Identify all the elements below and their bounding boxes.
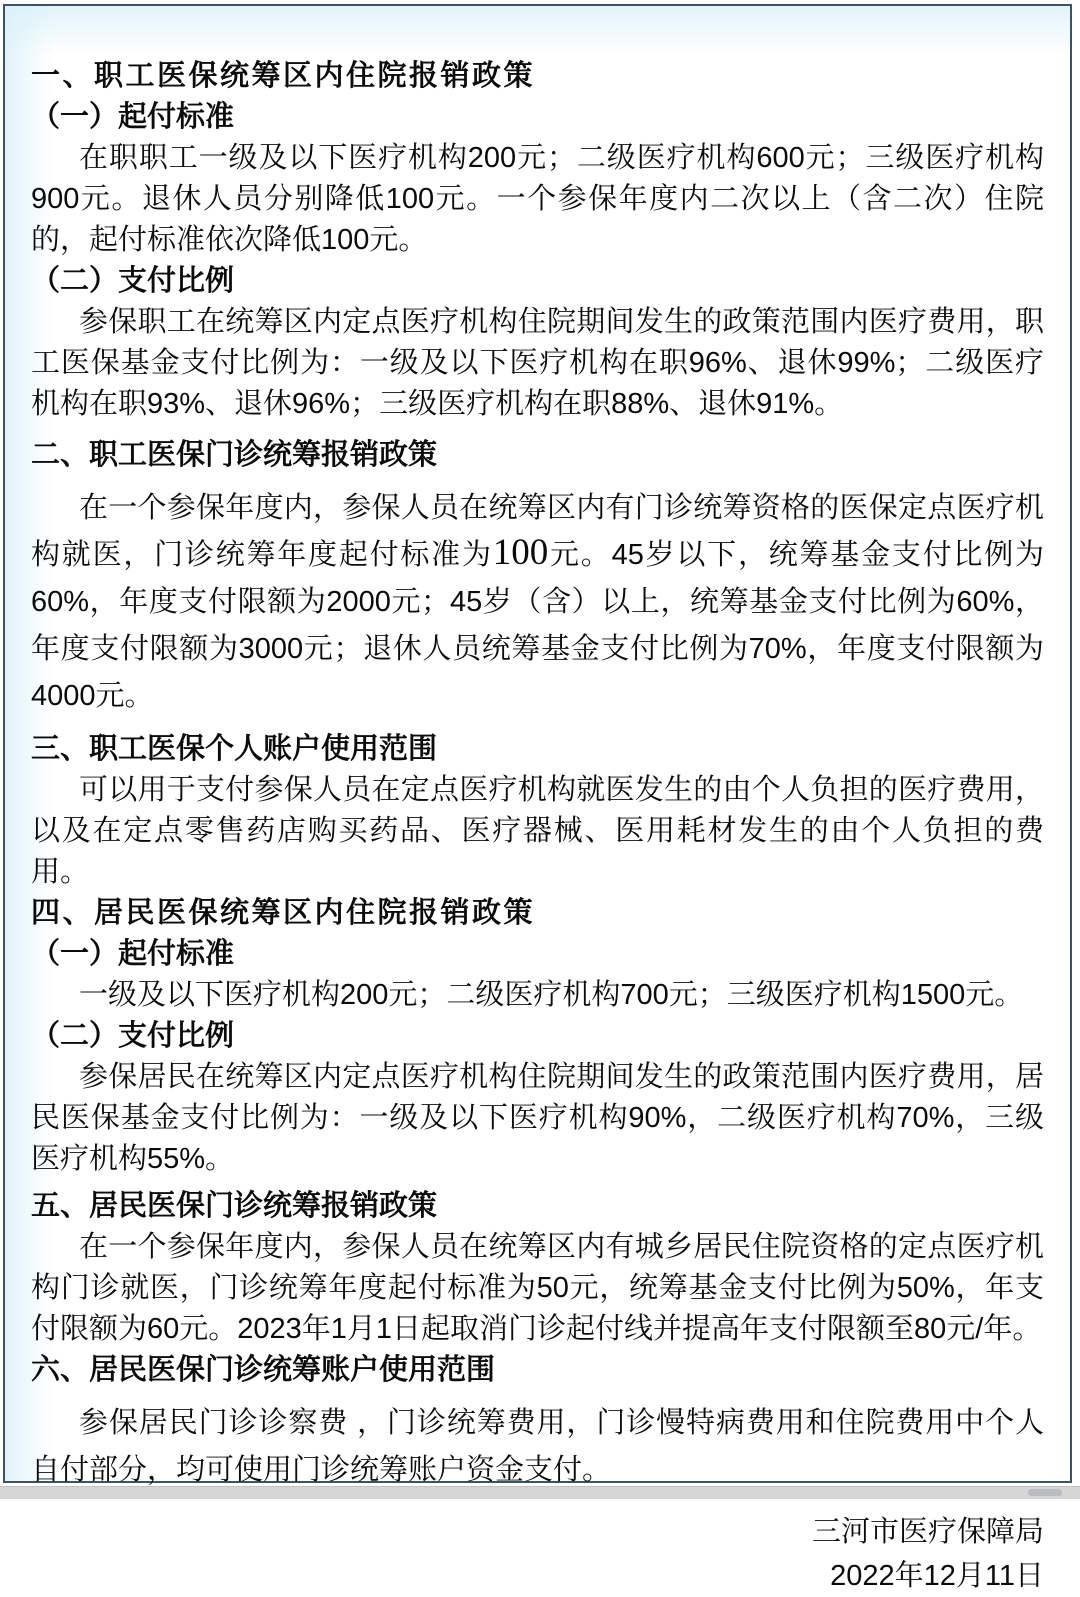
section-3-heading: 三、职工医保个人账户使用范围 bbox=[31, 733, 438, 765]
section-2-paragraph-pre: 在一个参保年度内，参保人员在统筹区内有门诊统筹资格的医保定点医疗机构就医，门诊统筹年度起付标准为 bbox=[31, 492, 1044, 571]
signature-organization: 三河市医疗保障局 bbox=[811, 1516, 1044, 1548]
section-2-paragraph-post: 元。45岁以下，统筹基金支付比例为60%，年度支付限额为2000元；45岁（含）以上，统筹基金支付比例为60%，年度支付限额为3000元；退休人员统筹基金支付比例为70%，年度支付限额为4000元。 bbox=[31, 539, 1044, 712]
section-4-sub-heading-payment-ratio: （二）支付比例 bbox=[31, 1020, 235, 1052]
section-6-paragraph: 参保居民门诊诊察费 ，门诊统筹费用，门诊慢特病费用和住院费用中个人自付部分，均可使用门诊统筹账户资金支付。 bbox=[31, 1407, 1044, 1486]
document-content bbox=[5, 6, 1070, 1592]
section-5-paragraph: 在一个参保年度内，参保人员在统筹区内有城乡居民住院资格的定点医疗机构门诊就医，门诊统筹年度起付标准为50元，统筹基金支付比例为50%，年支付限额为60元。2023年1月1日起取消门诊起付线并提高年支付限额至80元/年。 bbox=[31, 1231, 1044, 1345]
horizontal-scrollbar[interactable] bbox=[0, 1486, 1080, 1499]
signature-date: 2022年12月11日 bbox=[830, 1560, 1044, 1592]
section-4-payment-ratio-paragraph: 参保居民在统筹区内定点医疗机构住院期间发生的政策范围内医疗费用，居民医保基金支付比例为：一级及以下医疗机构90%，二级医疗机构70%，三级医疗机构55%。 bbox=[31, 1061, 1044, 1175]
section-2-paragraph bbox=[31, 485, 1044, 720]
scrollbar-thumb[interactable] bbox=[1028, 1489, 1062, 1496]
section-6-heading: 六、居民医保门诊统筹账户使用范围 bbox=[31, 1354, 496, 1386]
section-3-paragraph: 可以用于支付参保人员在定点医疗机构就医发生的由个人负担的医疗费用，以及在定点零售药店购买药品、医疗器械、医用耗材发生的由个人负担的费用。 bbox=[31, 774, 1044, 888]
section-4-deductible-paragraph: 一级及以下医疗机构200元；二级医疗机构700元；三级医疗机构1500元。 bbox=[79, 979, 1024, 1011]
section-1-payment-ratio-paragraph: 参保职工在统筹区内定点医疗机构住院期间发生的政策范围内医疗费用，职工医保基金支付比例为：一级及以下医疗机构在职96%、退休99%；二级医疗机构在职93%、退休96%；三级医疗机构在职88%、退休91%。 bbox=[31, 306, 1044, 420]
section-5-heading: 五、居民医保门诊统筹报销政策 bbox=[31, 1190, 438, 1222]
section-2-heading: 二、职工医保门诊统筹报销政策 bbox=[31, 439, 438, 471]
document-page bbox=[3, 4, 1072, 1592]
section-1-heading: 一、职工医保统筹区内住院报销政策 bbox=[31, 60, 536, 92]
section-1-sub-heading-deductible: （一）起付标准 bbox=[31, 101, 235, 133]
section-4-heading: 四、居民医保统筹区内住院报销政策 bbox=[31, 897, 536, 929]
section-1-sub-heading-payment-ratio: （二）支付比例 bbox=[31, 265, 235, 297]
section-1-deductible-paragraph: 在职职工一级及以下医疗机构200元；二级医疗机构600元；三级医疗机构900元。退休人员分别降低100元。一个参保年度内二次以上（含二次）住院的，起付标准依次降低100元。 bbox=[31, 142, 1044, 256]
deductible-amount-highlight: 100 bbox=[492, 532, 549, 573]
section-4-sub-heading-deductible: （一）起付标准 bbox=[31, 938, 235, 970]
